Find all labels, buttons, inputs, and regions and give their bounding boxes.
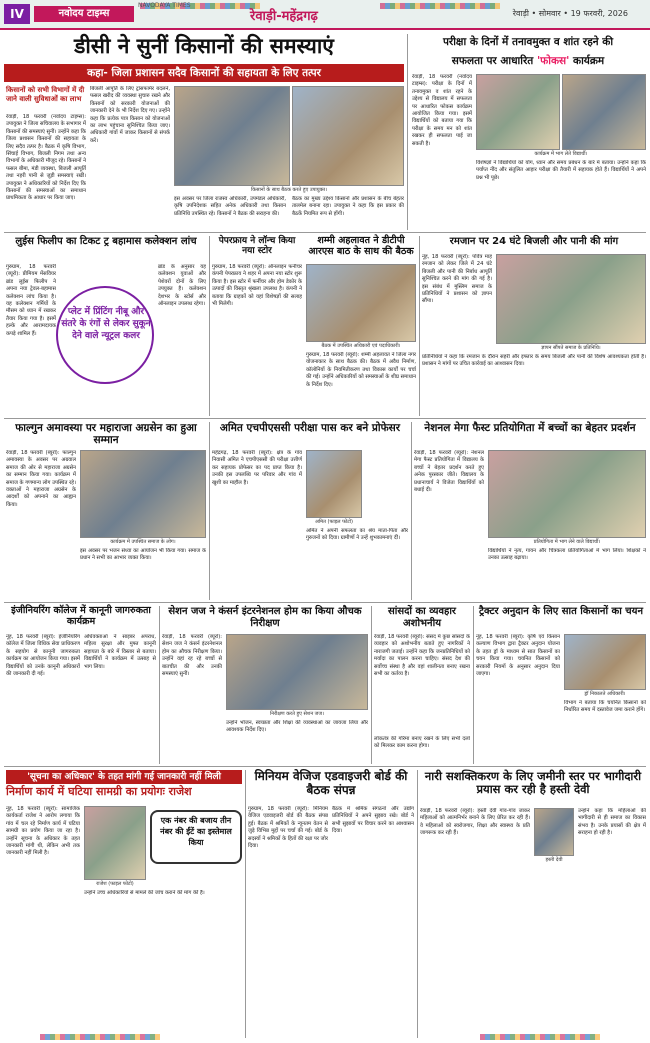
page-header [0, 0, 650, 30]
national-photo-caption: प्रतियोगिता में भाग लेने वाले विद्यार्थी। [533, 539, 601, 545]
row-divider [4, 418, 646, 419]
rajesh-photo [84, 806, 146, 880]
session-photo-caption: निरीक्षण करते हुए सेशन जज। [270, 711, 324, 717]
column-divider [473, 606, 474, 764]
amit-body: महेंद्रगढ़, 18 फरवरी (ब्यूरो): क्षेत्र के गांव निवासी अमित ने एचपीएससी की परीक्षा उत्तीर्ण कर सहायक प्रोफेसर का पद प्राप्त किया है। उनकी इस उपलब्धि पर परिवार और गांव में खुशी का माहौल है। [212, 450, 302, 486]
national-photo [488, 450, 646, 538]
sansad-body: रेवाड़ी, 18 फरवरी (ब्यूरो): संसद में कुछ सांसदों के व्यवहार को अशोभनीय बताते हुए नागरिकों ने नाराजगी जताई। उन्होंने कहा कि जनप्रतिनिधियों को मर्यादा का पालन करना चाहिए। संसद देश की सर्वोच्च संस्था है और वहां शालीनता बनाए रखना सभी का कर्तव्य है। [374, 634, 470, 678]
falgun-headline: फाल्गुन अमावस्या पर महाराजा अग्रसेन का हुआ सम्मान [15, 422, 197, 447]
luis-headline: लुईस फिलीप का टिकट ट्र बहामास कलेक्शन लांच [15, 236, 197, 247]
rti-body: नूंह, 18 फरवरी (ब्यूरो): सामाजिक कार्यकर्ता राजेश ने आरोप लगाया कि गांव में चल रहे निर्माण कार्य में घटिया सामग्री का प्रयोग किया जा रहा है। उन्होंने सूचना के अधिकार के तहत जानकारी मांगी थी, लेकिन अभी तक जानकारी नहीं मिली है। [6, 806, 80, 857]
exam-body-col1: रेवाड़ी, 18 फरवरी (नवोदय टाइम्स): परीक्षा के दिनों में तनावमुक्त व शांत रहने के उद्देश्य से विद्यालय में सफलता पर आधारित फोकस कार्यक्रम आयोजित किया गया। इसमें विद्यार्थियों को बताया गया कि परीक्षा के समय मन को शांत रखकर ही सफलता पाई जा सकती है। [412, 74, 472, 147]
sansad-body-2: लोकतंत्र की गरिमा बनाए रखने के लिए सभी दलों को मिलकर काम करना होगा। [374, 736, 470, 750]
minimum-wages-body: गुरुग्राम, 18 फरवरी (ब्यूरो): मिनियम वेजिज एडवाइजरी बोर्ड की बैठक संपन्न हुई। बैठक में श्रमिकों के न्यूनतम वेतन से जुड़े विभिन्न मुद्दों पर चर्चा की गई। बोर्ड के सदस्यों ने श्रमिकों के हितों की रक्षा पर जोर दिया। [248, 806, 328, 850]
falgun-body: रेवाड़ी, 18 फरवरी (ब्यूरो): फाल्गुन अमावस्या के अवसर पर अग्रवाल समाज की ओर से महाराजा अग्रसेन का सम्मान किया गया। कार्यक्रम में समाज के गणमान्य लोग उपस्थित रहे। वक्ताओं ने महाराजा अग्रसेन के आदर्शों को अपनाने का आह्वान किया। [6, 450, 76, 508]
row-divider [4, 602, 646, 603]
hasti-devi-caption: हस्ती देवी [545, 857, 563, 863]
lead-body-col2: बिजली आपूर्ति के लिए ट्रांसफार्मर बदलने, फसल खरीद की व्यवस्था सुचारु रखने और किसानों को सरकारी योजनाओं की जानकारी देने के भी निर्देश दिए गए। उन्होंने कहा कि प्रत्येक पात्र किसान को योजनाओं का लाभ पहुंचाना सुनिश्चित किया जाए। अधिकारी गांवों में जाकर किसानों से संपर्क करें। [90, 86, 170, 144]
exam-headline-focus: 'फोकस' [536, 55, 570, 67]
exam-body-col2: विशेषज्ञों ने विद्यार्थियों को योग, ध्यान और समय प्रबंधन के बारे में बताया। उन्होंने कहा कि पर्याप्त नींद और संतुलित आहार परीक्षा की तैयारी में सहायक होते हैं। विद्यार्थियों ने अपने प्रश्न भी पूछे। [476, 160, 646, 181]
column-divider [209, 236, 210, 416]
column-divider [407, 34, 408, 230]
minimum-wages-headline: मिनियम वेजिज एडवाइजरी बोर्ड की बैठक संपन्न [254, 769, 408, 797]
tractor-headline: ट्रैक्टर अनुदान के लिए सात किसानों का चयन [479, 606, 643, 617]
column-divider [411, 422, 412, 600]
header-date: रेवाड़ी • सोमवार • 19 फरवरी, 2026 [512, 9, 628, 18]
lead-body-col1: रेवाड़ी, 18 फरवरी (नवोदय टाइम्स): उपायुक्त ने जिला सचिवालय के सभागार में किसानों की समस्याएं सुनीं। उन्होंने कहा कि जिला प्रशासन किसानों की सहायता के लिए सदैव तत्पर है। बैठक में कृषि विभाग, सिंचाई विभाग, बिजली निगम तथा अन्य विभागों के अधिकारी मौजूद रहे। किसानों ने फसल बीमा, मंडी व्यवस्था, बिजली आपूर्ति तथा नहरी पानी से जुड़ी समस्याएं रखीं। उपायुक्त ने अधिकारियों को निर्देश दिए कि किसानों की समस्याओं का समाधान प्राथमिकता के आधार पर किया जाए। [6, 114, 86, 202]
pepperfry-body: गुरुग्राम, 18 फरवरी (ब्यूरो): ऑनलाइन फर्नीचर कंपनी पेपरफ्राय ने शहर में अपना नया स्टोर शुरू किया है। इस स्टोर में फर्नीचर और होम डेकोर के उत्पादों की विस्तृत श्रृंखला उपलब्ध है। कंपनी ने बताया कि ग्राहकों को यहां विशेषज्ञों की सलाह भी मिलेगी। [212, 264, 302, 308]
amit-photo-caption: अमित (फाइल फोटो) [315, 519, 353, 525]
luis-quote: प्लेट में प्रिंटिंग नीबू और संतरे के रंगों से लेकर सुकून देने वाले न्यूट्रल कलर [61, 307, 151, 341]
lead-photo-1 [174, 86, 290, 186]
amit-body-2: अमित ने अपनी सफलता का श्रेय माता-पिता और गुरुजनों को दिया। ग्रामीणों ने उन्हें शुभकामनाएं दीं। [306, 528, 408, 542]
column-divider [209, 422, 210, 600]
lead-photo-2 [292, 86, 404, 186]
sansad-headline: सांसदों का व्यवहार अशोभनीय [387, 606, 456, 629]
edition-name: रेवाड़ी-महेंद्रगढ़ [250, 9, 318, 24]
column-divider [419, 236, 420, 416]
footer-decoration [480, 1034, 600, 1040]
footer-decoration [40, 1034, 160, 1040]
lead-body-col4: बैठक का मुख्य उद्देश्य किसानों और प्रशासन के बीच बेहतर तालमेल बनाना रहा। उपायुक्त ने कहा कि इस प्रकार की बैठकें नियमित रूप से होंगी। [292, 196, 404, 217]
luis-body: गुरुग्राम, 18 फरवरी (ब्यूरो): प्रीमियम मेंसवियर ब्रांड लुईस फिलीप ने अपना नया ट्रेवल-बहामास कलेक्शन लांच किया है। यह कलेक्शन गर्मियों के मौसम को ध्यान में रखकर तैयार किया गया है। इसमें हल्के और आरामदायक कपड़े शामिल हैं। [6, 264, 56, 337]
lead-side-head: किसानों को सभी विभागों में दी जाने वाली सुविधाओं का लाभ [6, 86, 85, 103]
exam-headline-line1: परीक्षा के दिनों में तनावमुक्त व शांत रहने की [442, 36, 614, 48]
shammi-photo-caption: बैठक में उपस्थित अधिकारी एवं पदाधिकारी। [321, 343, 401, 349]
falgun-photo-caption: कार्यक्रम में उपस्थित समाज के लोग। [110, 539, 176, 545]
amit-headline: अमित एचपीएससी परीक्षा पास कर बने प्रोफेसर [219, 422, 401, 434]
tractor-photo [564, 634, 646, 690]
rti-banner: 'सूचना का अधिकार' के तहत मांगी गई जानकारी नहीं मिली [6, 770, 242, 784]
column-divider [371, 606, 372, 764]
rti-body-2: उन्होंने उच्च अधिकारियों से मामले की जांच कराने की मांग की है। [84, 890, 205, 896]
row-divider [4, 766, 646, 767]
exam-photo-caption: कार्यक्रम में भाग लेते विद्यार्थी। [534, 151, 588, 157]
national-body: रेवाड़ी, 18 फरवरी (ब्यूरो): नेशनल मेगा फैस्ट प्रतियोगिता में विद्यालय के बच्चों ने बेहतर प्रदर्शन करते हुए अनेक पुरस्कार जीते। विद्यालय के प्रधानाचार्य ने विजेता विद्यार्थियों को बधाई दी। [414, 450, 484, 494]
tractor-photo-caption: ड्रॉ निकालते अधिकारी। [584, 691, 626, 697]
nari-body: रेवाड़ी, 18 फरवरी (ब्यूरो): हस्ती देवी गांव-गांव जाकर महिलाओं को आत्मनिर्भर बनाने के लिए प्रेरित कर रही हैं। वे महिलाओं को स्वरोजगार, शिक्षा और स्वास्थ्य के प्रति जागरूक कर रही हैं। [420, 808, 530, 837]
column-divider [417, 770, 418, 1038]
lead-subheadline: कहा- जिला प्रशासन सदैव किसानों की सहायता के लिए तत्पर [4, 64, 404, 82]
header-decoration [380, 3, 500, 9]
column-divider [159, 606, 160, 764]
lead-headline: डीसी ने सुनीं किसानों की समस्याएं [74, 34, 334, 58]
column-divider [245, 770, 246, 1038]
session-body: रेवाड़ी, 18 फरवरी (ब्यूरो): सेशन जज ने कंसर्न इंटरनेशनल होम का औचक निरीक्षण किया। उन्होंने वहां रह रहे बच्चों से बातचीत की और उनकी समस्याएं सुनीं। [162, 634, 222, 678]
session-headline: सेशन जज ने कंसर्न इंटरनेशनल होम का किया औचक निरीक्षण [168, 606, 362, 629]
engineering-body-2: अधिवक्ताओं ने साइबर अपराध, महिला सुरक्षा और मुफ्त कानूनी सहायता के बारे में विस्तार से बताया। विद्यार्थियों ने कार्यक्रम में उत्साह से भाग लिया। [84, 634, 156, 670]
falgun-photo [80, 450, 206, 538]
page-number: IV [4, 4, 30, 24]
row-divider [4, 232, 646, 233]
shammi-photo [306, 264, 416, 342]
pepperfry-headline: पेपरफ्राय ने लॉन्च किया नया स्टोर [218, 236, 296, 257]
national-body-2: विद्यार्थियों ने नृत्य, गायन और चित्रकला प्रतियोगिताओं में भाग लिया। शिक्षकों ने उनका उत्साह बढ़ाया। [488, 548, 646, 562]
tractor-body-2: विभाग ने बताया कि चयनित किसानों को निर्धारित समय में दस्तावेज जमा कराने होंगे। [564, 700, 646, 714]
ramzan-body-2: प्रतिनिधियों ने कहा कि रमजान के दौरान सहरी और इफ्तार के समय बिजली और पानी की विशेष आवश्यकता होती है। प्रशासन ने मांगों पर उचित कार्रवाई का आश्वासन दिया। [422, 354, 646, 368]
ramzan-photo [496, 254, 646, 344]
amit-photo [306, 450, 362, 518]
lead-body-col3: इस अवसर पर जिला राजस्व अधिकारी, उपमंडल अधिकारी, कृषि उपनिदेशक सहित अनेक अधिकारी तथा किसान प्रतिनिधि उपस्थित रहे। किसानों ने बैठक की सराहना की। [174, 196, 286, 217]
hasti-devi-photo [534, 808, 574, 856]
national-headline: नेशनल मेगा फैस्ट प्रतियोगिता में बच्चों का बेहतर प्रदर्शन [424, 422, 636, 434]
session-body-2: उन्होंने भोजन, स्वच्छता और शिक्षा की व्यवस्थाओं का जायजा लिया और आवश्यक निर्देश दिए। [226, 720, 368, 734]
shammi-body: गुरुग्राम, 18 फरवरी (ब्यूरो): शम्मी अहलावत ने जिला नगर योजनाकार के साथ बैठक की। बैठक में अवैध निर्माण, कॉलोनियों के नियमितीकरण तथा विकास कार्यों पर चर्चा की गई। उन्होंने अधिकारियों को समस्याओं के शीघ्र समाधान के निर्देश दिए। [306, 352, 416, 388]
falgun-body-2: इस अवसर पर भजन संध्या का आयोजन भी किया गया। समाज के प्रधान ने सभी का आभार व्यक्त किया। [80, 548, 206, 562]
engineering-body: नूंह, 18 फरवरी (ब्यूरो): इंजीनियरिंग कॉलेज में जिला विधिक सेवा प्राधिकरण के सहयोग से कानूनी जागरुकता कार्यक्रम का आयोजन किया गया। इसमें विद्यार्थियों को उनके कानूनी अधिकारों की जानकारी दी गई। [6, 634, 80, 678]
ramzan-body: नूंह, 18 फरवरी (ब्यूरो): पवित्र माह रमजान को लेकर जिले में 24 घंटे बिजली और पानी की निर्बाध आपूर्ति सुनिश्चित करने की मांग की गई है। इस संबंध में मुस्लिम समाज के प्रतिनिधियों ने प्रशासन को ज्ञापन सौंपा। [422, 254, 492, 305]
nari-headline: नारी सशक्तिकरण के लिए जमीनी स्तर पर भागीदारी प्रयास कर रही है हस्ती देवी [424, 769, 642, 797]
exam-headline-part2: कार्यक्रम [573, 55, 605, 67]
engineering-headline: इंजीनियरिंग कॉलेज में कानूनी जागरुकता कार्यक्रम [11, 605, 151, 627]
exam-photo-1 [476, 74, 560, 150]
nari-body-2: उन्होंने कहा कि महिलाओं की भागीदारी से ही समाज का विकास संभव है। उनके प्रयासों की क्षेत्र में सराहना हो रही है। [578, 808, 646, 837]
luis-body-2: ब्रांड के अनुसार यह कलेक्शन युवाओं और पेशेवरों दोनों के लिए उपयुक्त है। कलेक्शन देशभर के स्टोर्स और ऑनलाइन उपलब्ध रहेगा। [158, 264, 206, 308]
rajesh-photo-caption: राजेश (फाइल फोटो) [96, 881, 134, 887]
newspaper-brand: नवोदय टाइम्स [34, 6, 134, 22]
minimum-wages-body-2: बैठक में श्रमिक संगठनों और उद्योग प्रतिनिधियों ने अपने सुझाव रखे। बोर्ड ने सभी सुझावों पर विचार करने का आश्वासन दिया। [332, 806, 414, 835]
ramzan-headline: रमजान पर 24 घंटे बिजली और पानी की मांग [449, 236, 619, 247]
rti-headline: निर्माण कार्य में घटिया सामग्री का प्रयोगः राजेश [6, 785, 192, 798]
header-small-text: NAVODAYA TIMES [138, 2, 191, 9]
lead-photo-caption: किसानों के साथ बैठक करते हुए उपायुक्त। [250, 187, 328, 193]
exam-photo-2 [562, 74, 646, 150]
exam-headline-part1: सफलता पर आधारित [451, 55, 534, 67]
ramzan-photo-caption: ज्ञापन सौंपते समाज के प्रतिनिधि। [541, 345, 601, 351]
tractor-body: नूंह, 18 फरवरी (ब्यूरो): कृषि एवं किसान कल्याण विभाग द्वारा ट्रैक्टर अनुदान योजना के तहत ड्रॉ के माध्यम से सात किसानों का चयन किया गया। चयनित किसानों को सरकारी नियमों के अनुसार अनुदान दिया जाएगा। [476, 634, 560, 678]
exam-headline-line2 [410, 55, 646, 67]
shammi-headline: शम्मी अहलावत ने डीटीपी आरएस बाठ के साथ की बैठक [308, 235, 414, 257]
rti-callout: एक नंबर की बजाय तीन नंबर की ईंटें का इस्तेमाल किया [150, 810, 242, 864]
session-photo [226, 634, 368, 710]
